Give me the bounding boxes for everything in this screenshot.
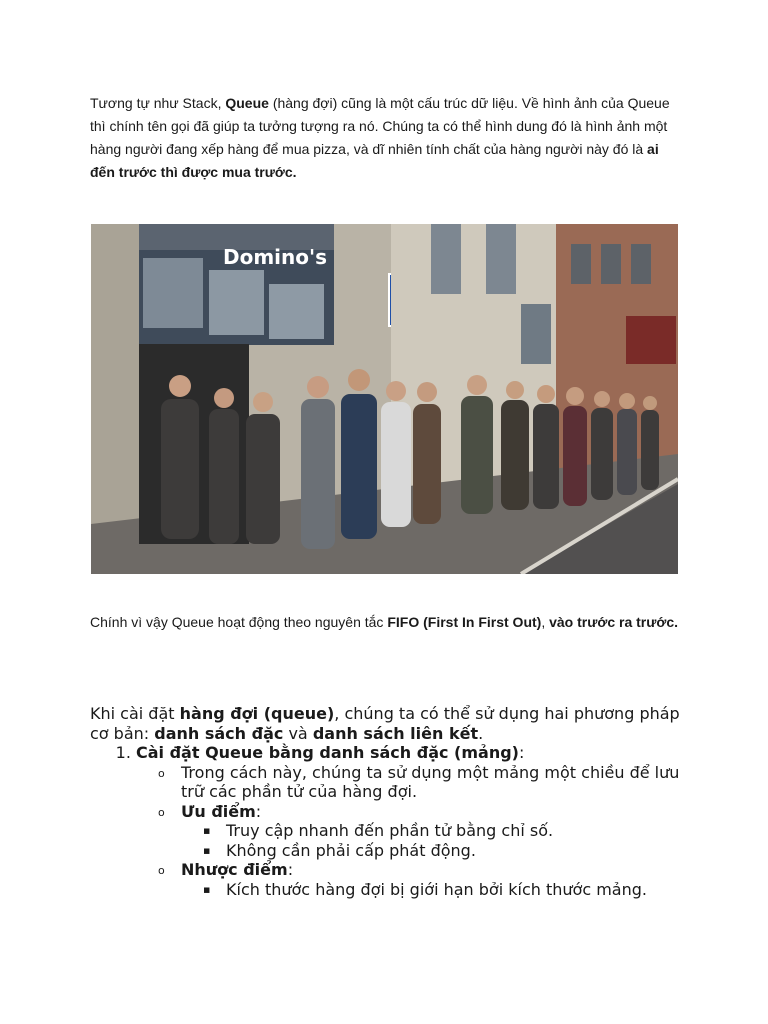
pros-title: Ưu điểm xyxy=(181,801,256,821)
text: : xyxy=(255,801,262,821)
intro-paragraph xyxy=(90,92,680,184)
bold-term: hàng đợi (queue) xyxy=(179,704,335,723)
text: , chúng ta có thể sử dụng hai phương pháp cơ bản: xyxy=(90,704,680,743)
section-intro xyxy=(90,704,690,743)
cons-list xyxy=(181,880,690,900)
sub-list xyxy=(136,763,690,900)
list-item: ▪ Không cần phải cấp phát động. xyxy=(226,841,690,861)
text: , xyxy=(541,614,550,630)
text: (hàng đợi) cũng là một cấu trúc dữ liệu. Về hình ảnh của Queue thì chính tên gọi đã giúp ta tưởng tượng ra nó. Chúng ta có thể hình dung đó là hình ảnh một hàng người đang xếp hàng để mua pizza, và dĩ nhiên tính chất của hàng người này đó là xyxy=(90,95,670,157)
cons-title: Nhược điểm xyxy=(181,860,288,879)
text: Chính vì vậy Queue hoạt động theo nguyên tắc xyxy=(90,614,388,630)
bold-phrase: ai đến trước thì được mua trước. xyxy=(90,141,659,180)
fifo-paragraph xyxy=(90,611,680,634)
bold-term: danh sách liên kết xyxy=(312,723,479,743)
sub-list-item xyxy=(181,802,690,861)
list-item: ▪ Kích thước hàng đợi bị giới hạn bởi kích thước mảng. xyxy=(226,880,690,900)
text: Tương tự như Stack, xyxy=(90,95,226,111)
bold-phrase: vào trước ra trước. xyxy=(549,614,679,630)
pros-list xyxy=(181,821,690,860)
text: : xyxy=(519,743,525,762)
bold-term-queue: Queue xyxy=(225,95,269,111)
bold-term-fifo: FIFO (First In First Out) xyxy=(387,614,542,630)
photo-illustration xyxy=(91,224,678,574)
implementation-section xyxy=(90,704,690,899)
list-item: ▪ Truy cập nhanh đến phần tử bằng chỉ số. xyxy=(226,821,690,841)
bold-term: danh sách đặc xyxy=(154,723,284,743)
sub-list-item: o Trong cách này, chúng ta sử dụng một mảng một chiều để lưu trữ các phần tử của hàng đợi. xyxy=(181,763,690,802)
text: . xyxy=(478,723,484,743)
text: Khi cài đặt xyxy=(90,704,180,723)
queue-photo xyxy=(91,224,678,574)
text: : xyxy=(287,860,294,879)
sub-list-item xyxy=(181,860,690,899)
text: và xyxy=(283,723,313,743)
list-item xyxy=(136,743,690,899)
numbered-list xyxy=(90,743,690,899)
list-item-title: Cài đặt Queue bằng danh sách đặc (mảng) xyxy=(136,743,519,762)
store-sign-text: Domino's xyxy=(223,245,328,269)
